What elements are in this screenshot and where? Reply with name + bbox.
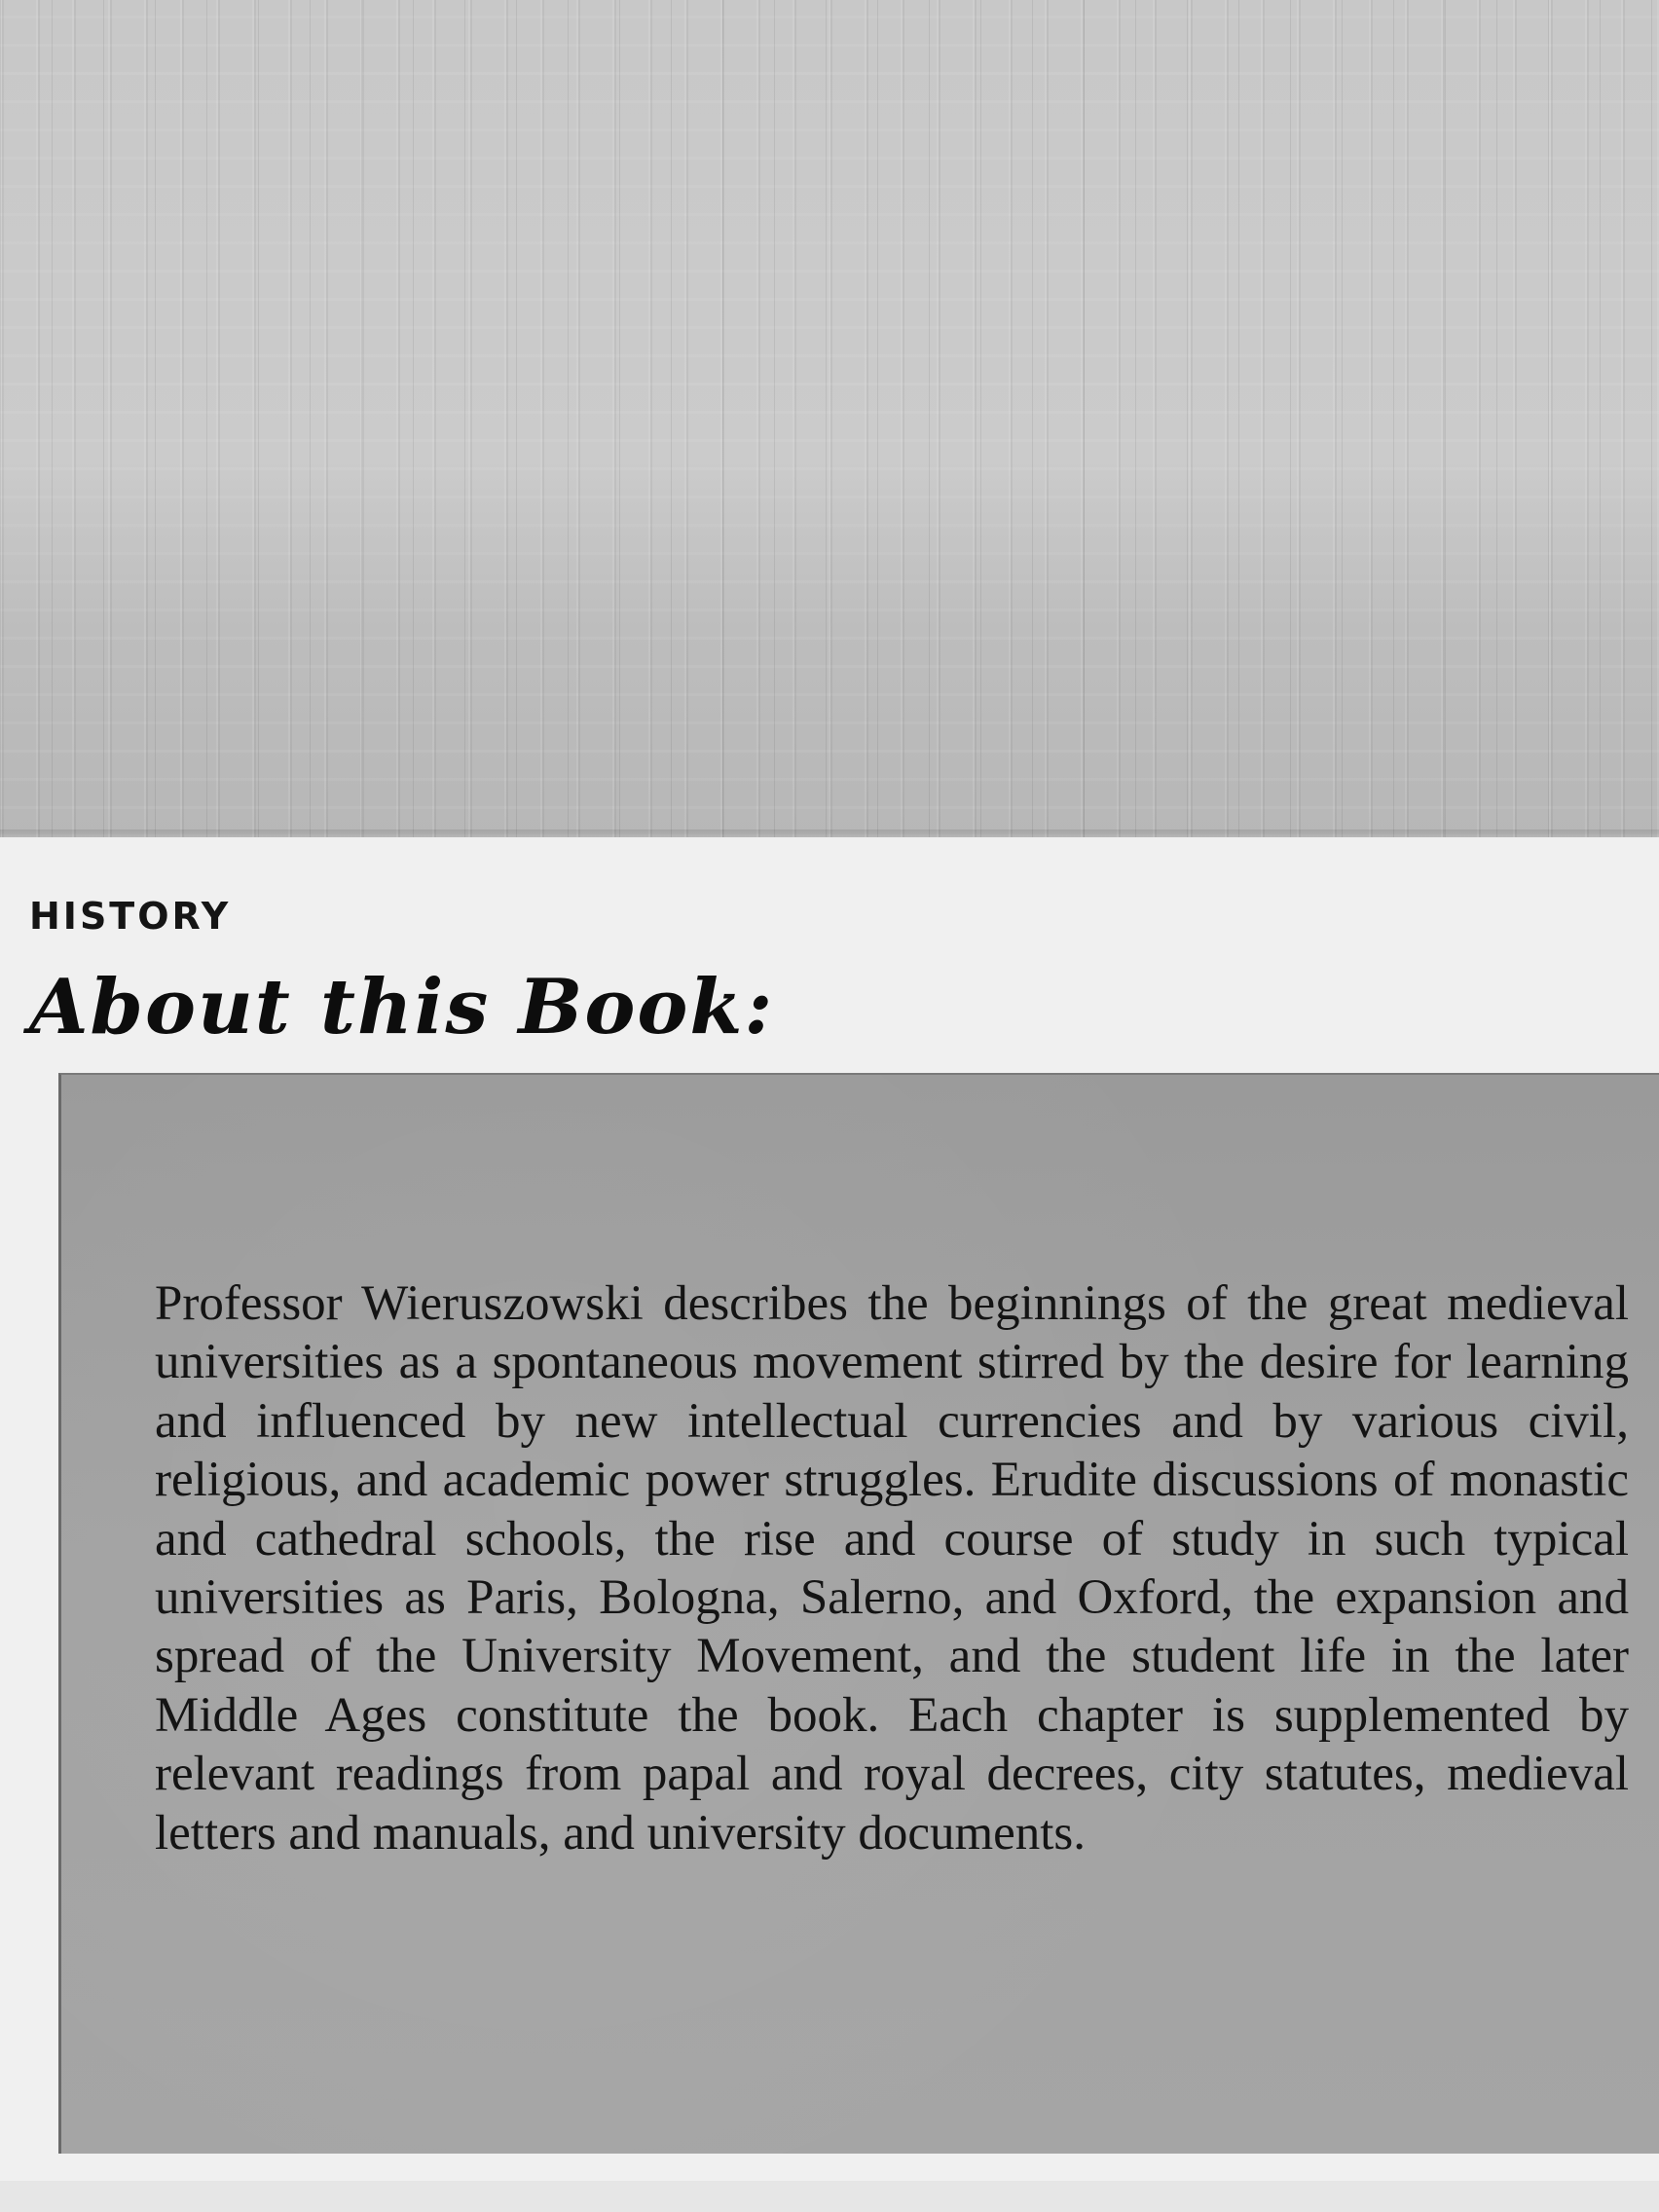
blurb-text: Professor Wieruszowski describes the beginnings of the great medieval universities as a spontaneous movement stirred by the desire for learning and influenced by new intellectual currencies and by various civil, religious, and academic power struggles. Erudite discussions of monastic and cathedral schools, the rise and course of study in such typical universities as Paris, Bologna, Salerno, and Oxford, the expansion and spread of the University Movement, and the student life in the later Middle Ages constitute the book. Each chapter is supplemented by relevant readings from papal and royal decrees, city statutes, medieval letters and manuals, and university documents. (155, 1276, 1629, 1861)
page-title: About this Book: (29, 963, 775, 1051)
category-label: HISTORY (29, 895, 232, 938)
cover-bottom-edge (0, 2181, 1659, 2212)
blurb-panel (58, 1073, 1659, 2154)
wood-surface-background (0, 0, 1659, 837)
